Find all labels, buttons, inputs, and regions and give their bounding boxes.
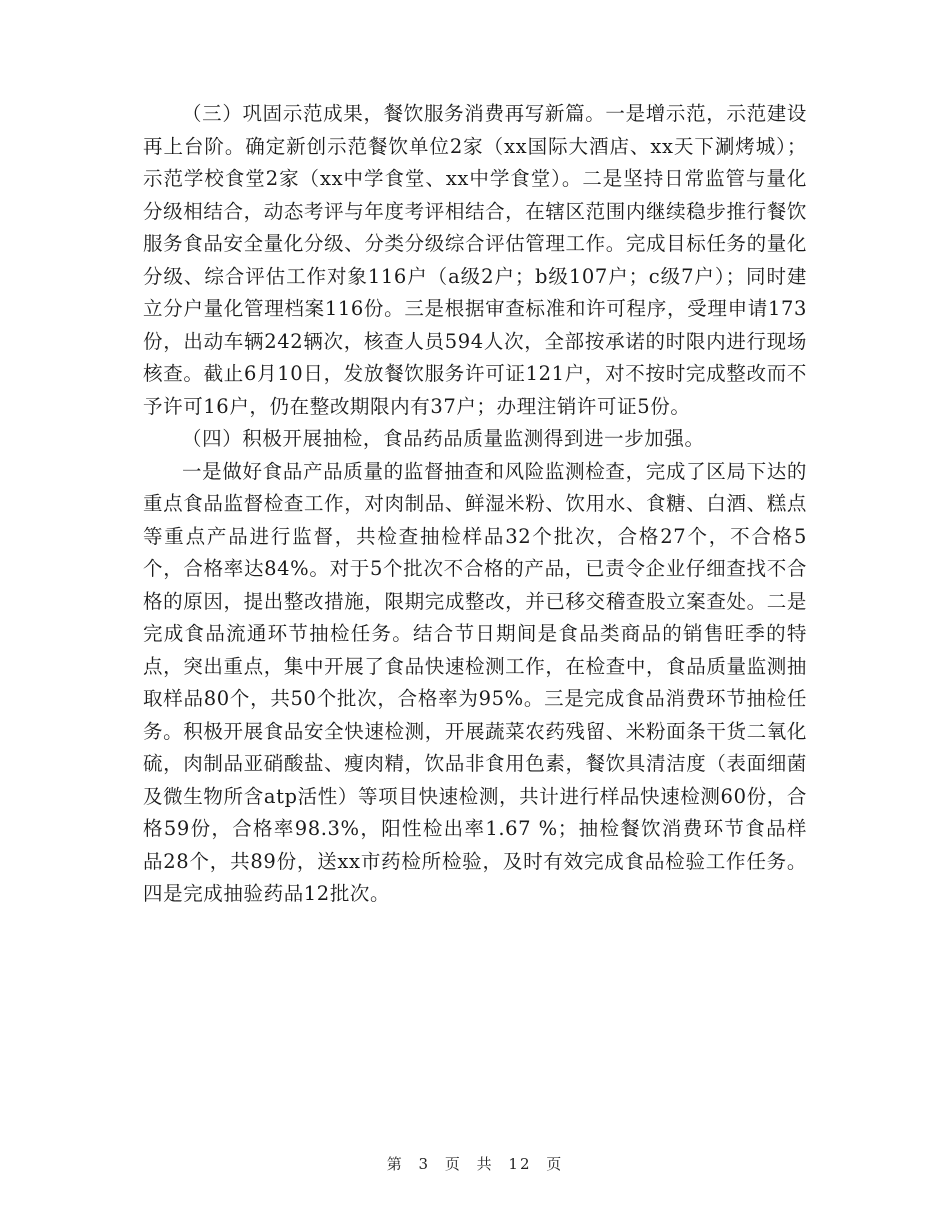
paragraph-section-four-body: 一是做好食品产品质量的监督抽查和风险监测检查，完成了区局下达的重点食品监督检查工作，对肉制品、鲜湿米粉、饮用水、食糖、白酒、糕点等重点产品进行监督，共检查抽检样品32个批次，合格27个，不合格5个，合格率达84%。对于5个批次不合格的产品，已责令企业仔细查找不合格的原因，提出整改措施，限期完成整改，并已移交稽查股立案查处。二是完成食品流通环节抽检任务。结合节日期间是食品类商品的销售旺季的特点，突出重点，集中开展了食品快速检测工作，在检查中，食品质量监测抽取样品80个，共50个批次，合格率为95%。三是完成食品消费环节抽检任务。积极开展食品安全快速检测，开展蔬菜农药残留、米粉面条干货二氧化硫，肉制品亚硝酸盐、瘦肉精，饮品非食用色素，餐饮具清洁度（表面细菌及微生物所含atp活性）等项目快速检测，共计进行样品快速检测60份，合格59份，合格率98.3%，阳性检出率1.67 %；抽检餐饮消费环节食品样品28个，共89份，送xx市药检所检验，及时有效完成食品检验工作任务。四是完成抽验药品12批次。 (143, 459, 807, 905)
footer-total-pages: 12 (508, 1155, 532, 1173)
footer-page-word: 页 (444, 1155, 462, 1173)
footer-total-word: 共 (476, 1155, 494, 1173)
paragraph-section-three: （三）巩固示范成果，餐饮服务消费再写新篇。一是增示范，示范建设再上台阶。确定新创示范餐饮单位2家（xx国际大酒店、xx天下涮烤城）；示范学校食堂2家（xx中学食堂、xx中学食堂）。二是坚持日常监管与量化分级相结合，动态考评与年度考评相结合，在辖区范围内继续稳步推行餐饮服务食品安全量化分级、分类分级综合评估管理工作。完成目标任务的量化分级、综合评估工作对象116户（a级2户；b级107户；c级7户）；同时建立分户量化管理档案116份。三是根据审查标准和许可程序，受理申请173份，出动车辆242辆次，核查人员594人次，全部按承诺的时限内进行现场核查。截止6月10日，发放餐饮服务许可证121户，对不按时完成整改而不予许可16户，仍在整改期限内有37户；办理注销许可证5份。 (143, 102, 807, 418)
footer-current-page: 3 (418, 1155, 431, 1173)
document-body (143, 98, 807, 911)
paragraph-section-four-heading: （四）积极开展抽检，食品药品质量监测得到进一步加强。 (182, 427, 705, 450)
footer-suffix: 页 (546, 1155, 564, 1173)
footer-prefix: 第 (386, 1155, 404, 1173)
page-footer (0, 1153, 950, 1174)
